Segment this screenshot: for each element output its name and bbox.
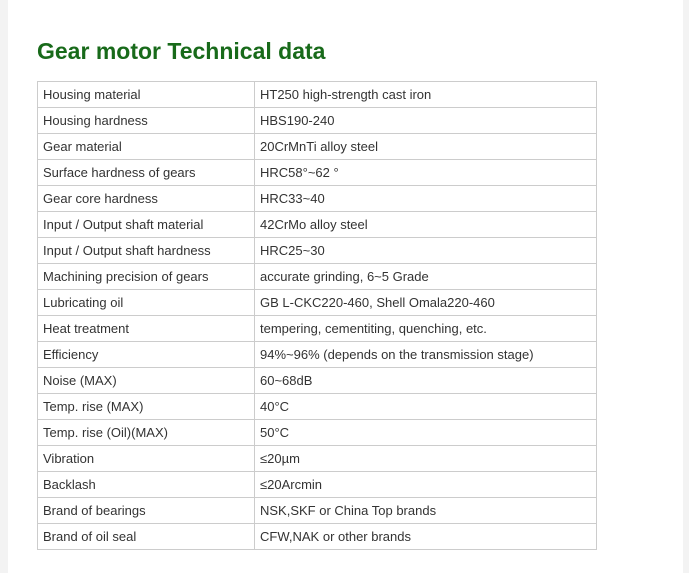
row-label: Input / Output shaft hardness bbox=[38, 238, 255, 264]
row-value: tempering, cementiting, quenching, etc. bbox=[255, 316, 597, 342]
row-value: HRC58°~62 ° bbox=[255, 160, 597, 186]
table-row bbox=[38, 420, 597, 446]
row-label: Temp. rise (MAX) bbox=[38, 394, 255, 420]
row-label: Gear material bbox=[38, 134, 255, 160]
row-value: ≤20µm bbox=[255, 446, 597, 472]
row-value: HBS190-240 bbox=[255, 108, 597, 134]
table-row bbox=[38, 134, 597, 160]
page-title: Gear motor Technical data bbox=[37, 38, 326, 64]
row-label: Vibration bbox=[38, 446, 255, 472]
row-label: Brand of oil seal bbox=[38, 524, 255, 550]
table-row bbox=[38, 524, 597, 550]
content-area bbox=[8, 0, 683, 573]
row-label: Efficiency bbox=[38, 342, 255, 368]
table-row bbox=[38, 264, 597, 290]
table-row bbox=[38, 368, 597, 394]
table-row bbox=[38, 290, 597, 316]
row-label: Surface hardness of gears bbox=[38, 160, 255, 186]
row-value: 20CrMnTi alloy steel bbox=[255, 134, 597, 160]
row-label: Heat treatment bbox=[38, 316, 255, 342]
table-row bbox=[38, 394, 597, 420]
table-row bbox=[38, 160, 597, 186]
row-label: Noise (MAX) bbox=[38, 368, 255, 394]
row-value: 40°C bbox=[255, 394, 597, 420]
table-row bbox=[38, 82, 597, 108]
table-row bbox=[38, 238, 597, 264]
row-value: HRC33~40 bbox=[255, 186, 597, 212]
row-label: Lubricating oil bbox=[38, 290, 255, 316]
row-value: 94%~96% (depends on the transmission stage) bbox=[255, 342, 597, 368]
row-value: 42CrMo alloy steel bbox=[255, 212, 597, 238]
row-value: HRC25~30 bbox=[255, 238, 597, 264]
row-label: Temp. rise (Oil)(MAX) bbox=[38, 420, 255, 446]
table-row bbox=[38, 446, 597, 472]
row-label: Housing hardness bbox=[38, 108, 255, 134]
row-value: CFW,NAK or other brands bbox=[255, 524, 597, 550]
row-value: HT250 high-strength cast iron bbox=[255, 82, 597, 108]
table-row bbox=[38, 212, 597, 238]
row-label: Machining precision of gears bbox=[38, 264, 255, 290]
technical-data-table bbox=[37, 81, 597, 550]
row-label: Gear core hardness bbox=[38, 186, 255, 212]
table-row bbox=[38, 108, 597, 134]
row-value: GB L-CKC220-460, Shell Omala220-460 bbox=[255, 290, 597, 316]
table-row bbox=[38, 186, 597, 212]
row-value: ≤20Arcmin bbox=[255, 472, 597, 498]
row-value: accurate grinding, 6~5 Grade bbox=[255, 264, 597, 290]
table-row bbox=[38, 472, 597, 498]
row-label: Backlash bbox=[38, 472, 255, 498]
table-body bbox=[38, 82, 597, 550]
row-label: Housing material bbox=[38, 82, 255, 108]
row-value: 60~68dB bbox=[255, 368, 597, 394]
table-row bbox=[38, 498, 597, 524]
row-value: NSK,SKF or China Top brands bbox=[255, 498, 597, 524]
row-label: Input / Output shaft material bbox=[38, 212, 255, 238]
table-row bbox=[38, 316, 597, 342]
table-row bbox=[38, 342, 597, 368]
row-label: Brand of bearings bbox=[38, 498, 255, 524]
row-value: 50°C bbox=[255, 420, 597, 446]
